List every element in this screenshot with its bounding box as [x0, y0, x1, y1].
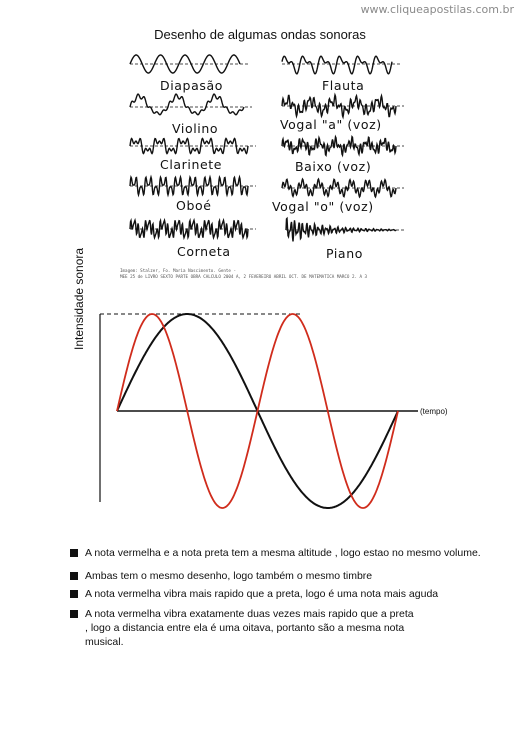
- label-vogal-a: Vogal "a" (voz): [280, 117, 382, 132]
- bullet-square-icon: [70, 549, 78, 557]
- bullet-text: A nota vermelha e a nota preta tem a mesma altitude , logo estao no mesmo volume.: [85, 547, 481, 559]
- bullet-square-icon: [70, 590, 78, 598]
- bullet-text: Ambas tem o mesmo desenho, logo também o mesmo timbre: [85, 570, 373, 582]
- figure-reference: [120, 268, 367, 280]
- bullet-list: [70, 546, 490, 649]
- label-oboe: Oboé: [176, 198, 212, 213]
- bullet-item: [70, 587, 490, 601]
- label-baixo: Baixo (voz): [295, 159, 372, 174]
- label-violino: Violino: [172, 121, 219, 136]
- bullet-text: A nota vermelha vibra exatamente duas vezes mais rapido que a preta , logo a distancia entre ela é uma oitava, portanto são a mesma nota musical.: [85, 608, 414, 648]
- bullet-item: [70, 569, 490, 583]
- label-clarinete: Clarinete: [160, 157, 223, 172]
- page-title: Desenho de algumas ondas sonoras: [154, 27, 366, 42]
- bullet-item: [70, 607, 415, 649]
- x-axis-label: (tempo): [420, 407, 448, 416]
- wave-flauta: [282, 56, 392, 74]
- bullet-square-icon: [70, 572, 78, 580]
- label-corneta: Corneta: [177, 244, 231, 259]
- label-piano: Piano: [326, 246, 363, 261]
- bullet-square-icon: [70, 610, 78, 618]
- label-diapasao: Diapasão: [160, 78, 223, 93]
- site-watermark: www.cliqueapostilas.com.br: [360, 3, 514, 16]
- label-flauta: Flauta: [322, 78, 365, 93]
- reference-line-2: MEE 25 de LIVRO SEXTO PARTE OBRA CALCULO 2004 A, 2 FEVEREIRO ABRIL OCT. DE MATEMATICA MARCO 2. A 3: [120, 274, 368, 279]
- reference-line-1: Imagem: Stalzer, Fo. Maria Nascimento. Gente -: [120, 268, 236, 273]
- bullet-item: [70, 546, 490, 560]
- label-vogal-o: Vogal "o" (voz): [272, 199, 374, 214]
- bullet-text: A nota vermelha vibra mais rapido que a preta, logo é uma nota mais aguda: [85, 588, 439, 600]
- y-axis-label: Intensidade sonora: [72, 247, 86, 350]
- wave-violino: [130, 94, 244, 115]
